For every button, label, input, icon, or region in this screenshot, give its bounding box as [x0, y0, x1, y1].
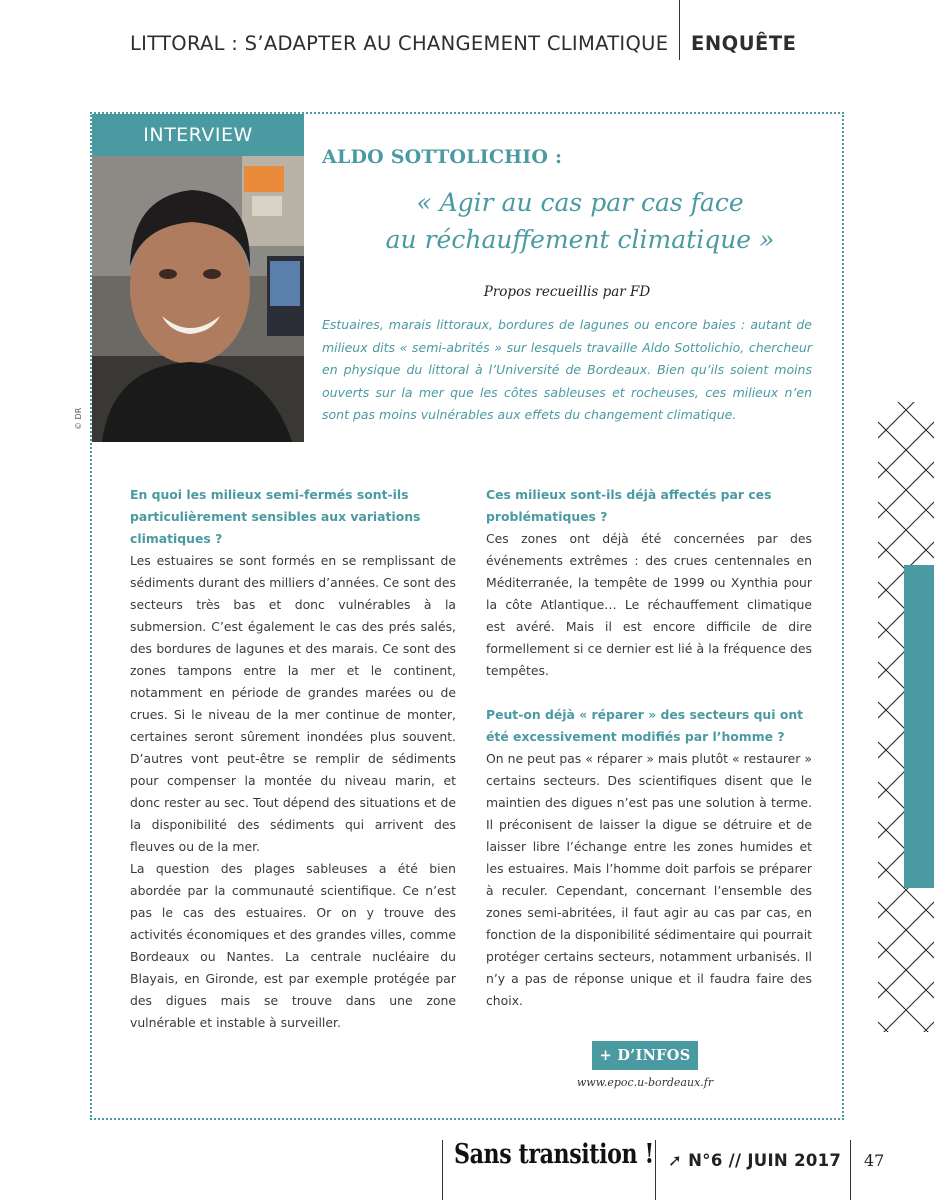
teal-side-bar [904, 565, 934, 888]
header-divider [679, 0, 680, 60]
more-infos-badge: + D’INFOS [592, 1041, 698, 1070]
answer-3: On ne peut pas « réparer » mais plutôt « restaurer » certains secteurs. Des scientifiques disent que le maintien des digues n’est pas une solution à terme. Il préconisent de laisser la digue se détruire et de laisser libre l’échange entre les zones humides et les estuaires. Mais l’homme doit parfois se préparer à reculer. Cependant, concernant l’ensemble des zones semi-abritées, il faut agir au cas par cas, en fonction de la disponibilité sédimentaire qui pourrait protéger certains secteurs, notamment urbanisés. Il n’y a pas de réponse unique et il faudra faire des choix. [486, 751, 812, 1008]
page-number: 47 [864, 1151, 885, 1170]
byline: Propos recueillis par FD [483, 284, 651, 300]
footer-divider-middle [655, 1140, 656, 1200]
chapo: Estuaires, marais littoraux, bordures de lagunes ou encore baies : autant de milieux dits « semi-abrités » sur lesquels travaille Aldo Sottolichio, chercheur en physique du littoral à l’Université de Bordeaux. Bien qu’ils soient moins ouverts sur la mer que les côtes sableuses et rocheuses, ces milieux n’en sont pas moins vulnérables aux effets du changement climatique. [322, 317, 812, 422]
question-1: En quoi les milieux semi-fermés sont-ils particulièrement sensibles aux variations climatiques ? [130, 487, 421, 546]
paragraph-gap [486, 682, 812, 704]
question-2: Ces milieux sont-ils déjà affectés par ces problématiques ? [486, 487, 772, 524]
photo-credit: © DR [74, 407, 83, 430]
infos-url[interactable]: www.epoc.u-bordeaux.fr [576, 1076, 714, 1089]
question-3: Peut-on déjà « réparer » des secteurs qui ont été excessivement modifiés par l’homme ? [486, 707, 804, 744]
hatch-line [878, 402, 934, 438]
right-column [486, 484, 812, 1012]
portrait-illustration [92, 156, 304, 442]
footer-divider-right [850, 1140, 851, 1200]
magazine-logo: Sans transition ! [454, 1139, 654, 1170]
hatch-line [878, 402, 934, 438]
answer-1-continued: La question des plages sableuses a été bien abordée par la communauté scientifique. Ce n’est pas le cas des estuaires. Or on y trouve des activités économiques et des grandes villes, comme Bordeaux ou Nantes. La centrale nucléaire du Blayais, en Gironde, est par exemple protégée par des digues mais se trouve dans une zone vulnérable et instable à surveiller. [130, 861, 456, 1030]
left-column [130, 484, 456, 1034]
answer-2: Ces zones ont déjà été concernées par des événements extrêmes : des crues centennales en Méditerranée, la tempête de 1999 ou Xynthia pour la côte Atlantique… Le réchauffement climatique est avéré. Mais il est encore difficile de dire formellement si ce dernier est lié à la fréquence des tempêtes. [486, 531, 812, 678]
issue-label: ➚ N°6 // JUIN 2017 [668, 1151, 842, 1170]
portrait-photo [92, 156, 304, 442]
headline-line-1: « Agir au cas par cas face [416, 188, 744, 217]
footer-divider-left [442, 1140, 443, 1200]
headline-line-2: au réchauffement climatique » [385, 225, 775, 254]
interviewee-name: ALDO SOTTOLICHIO : [322, 146, 563, 168]
rubric-label: ENQUÊTE [691, 32, 797, 55]
interview-tab: INTERVIEW [92, 114, 304, 156]
section-title: LITTORAL : S’ADAPTER AU CHANGEMENT CLIMATIQUE [130, 32, 669, 55]
headline [330, 184, 830, 258]
answer-1: Les estuaires se sont formés en se remplissant de sédiments durant des milliers d’années. Ce sont des secteurs très bas et donc vulnérables à la submersion. C’est également le cas des prés salés, des bordures de lagunes et des marais. Ce sont des zones tampons entre la mer et le continent, notamment en période de grandes marées ou de crues. Si le niveau de la mer continue de monter, certaines seront sûrement inondées plus souvent. D’autres vont peut-être se remplir de sédiments pour compenser la montée du niveau marin, et donc rester au sec. Tout dépend des situations et de la disponibilité des sédiments qui arrivent des fleuves ou de la mer. [130, 553, 456, 854]
